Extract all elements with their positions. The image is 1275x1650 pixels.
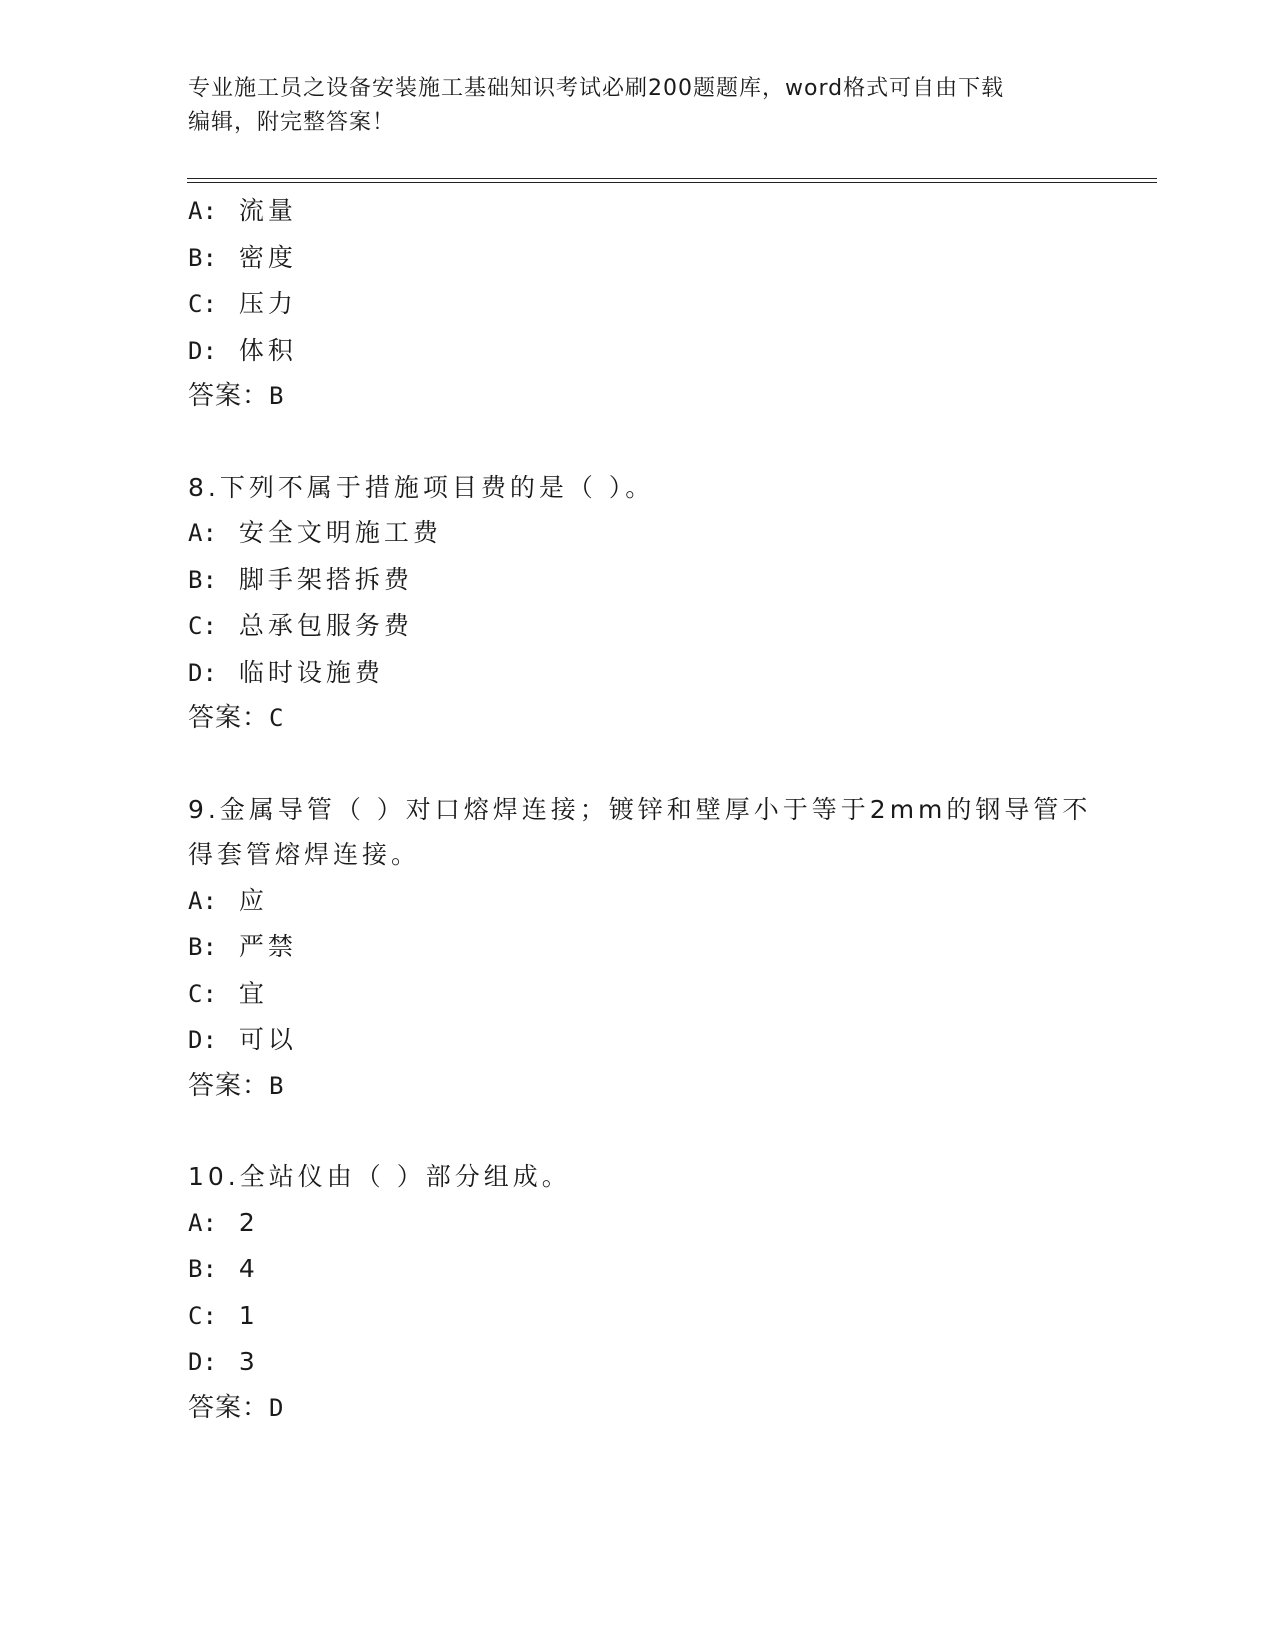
question-stem: 8.下列不属于措施项目费的是（ ）。 <box>188 472 655 502</box>
question-stem-line-2: 得套管熔焊连接。 <box>188 840 421 869</box>
option-letter: D: <box>188 658 217 687</box>
question-8-block <box>188 465 1088 742</box>
option-letter: A: <box>188 1208 217 1237</box>
option-b <box>188 235 1088 282</box>
option-letter: C: <box>188 1301 217 1330</box>
option-c <box>188 971 1088 1018</box>
option-a <box>188 878 1088 925</box>
option-b <box>188 557 1088 604</box>
option-text: 2 <box>238 1207 259 1237</box>
option-text: 严禁 <box>238 932 297 961</box>
answer-label: 答案： <box>188 1070 270 1101</box>
answer-line <box>188 1386 1088 1432</box>
document-body <box>188 188 1092 1431</box>
option-a <box>188 188 1088 235</box>
answer-line <box>188 374 1088 420</box>
option-text: 宜 <box>238 978 268 1008</box>
option-letter: A: <box>188 519 217 547</box>
header-title-line-2: 编辑，附完整答案！ <box>188 110 396 135</box>
option-text: 总承包服务费 <box>238 611 413 640</box>
option-a <box>188 510 1088 557</box>
option-d <box>188 1017 1088 1064</box>
option-d <box>188 328 1088 375</box>
option-letter: D: <box>188 336 217 365</box>
option-a <box>188 1200 1088 1247</box>
option-d <box>188 1339 1088 1386</box>
option-text: 体积 <box>238 335 297 365</box>
answer-label: 答案： <box>188 1392 270 1423</box>
option-letter: B: <box>188 933 217 961</box>
option-text: 临时设施费 <box>238 657 384 687</box>
option-letter: C: <box>188 290 217 318</box>
option-letter: B: <box>188 1255 217 1283</box>
option-d <box>188 650 1088 697</box>
option-b <box>188 1246 1088 1293</box>
header-title-line-1: 专业施工员之设备安装施工基础知识考试必刷200题题库，word格式可自由下载 <box>188 76 1005 101</box>
answer-label: 答案： <box>188 381 270 411</box>
option-text: 压力 <box>238 289 297 318</box>
option-text: 应 <box>238 885 268 915</box>
option-c <box>188 1293 1088 1340</box>
header-double-rule <box>187 178 1157 183</box>
answer-value: B <box>269 382 285 410</box>
option-letter: D: <box>188 1026 217 1054</box>
option-text: 安全文明施工费 <box>238 518 442 547</box>
option-text: 1 <box>238 1300 259 1330</box>
option-letter: B: <box>188 243 217 272</box>
option-c <box>188 603 1088 650</box>
answer-value: B <box>269 1071 285 1100</box>
question-10-block <box>188 1154 1088 1431</box>
option-text: 脚手架搭拆费 <box>238 564 413 594</box>
answer-line <box>188 1064 1088 1110</box>
option-text: 4 <box>238 1254 259 1283</box>
option-c <box>188 281 1088 328</box>
option-b <box>188 924 1088 971</box>
option-letter: A: <box>188 197 217 225</box>
option-text: 可以 <box>238 1025 297 1054</box>
question-stem: 10.全站仪由（ ）部分组成。 <box>188 1162 571 1191</box>
question-9-block <box>188 787 1092 1110</box>
answer-value: D <box>269 1393 285 1422</box>
document-header <box>188 72 1088 140</box>
question-stem-line-1: 9.金属导管（ ）对口熔焊连接；镀锌和壁厚小于等于2mm的钢导管不 <box>188 794 1092 824</box>
option-letter: B: <box>188 565 217 594</box>
option-letter: A: <box>188 886 217 915</box>
option-text: 流量 <box>238 196 297 225</box>
question-7-block <box>188 188 1088 420</box>
option-text: 密度 <box>238 242 297 272</box>
option-text: 3 <box>238 1347 259 1376</box>
answer-value: C <box>269 704 285 732</box>
option-letter: D: <box>188 1348 217 1376</box>
answer-line <box>188 696 1088 742</box>
option-letter: C: <box>188 979 217 1008</box>
answer-label: 答案： <box>188 703 270 733</box>
option-letter: C: <box>188 612 217 640</box>
